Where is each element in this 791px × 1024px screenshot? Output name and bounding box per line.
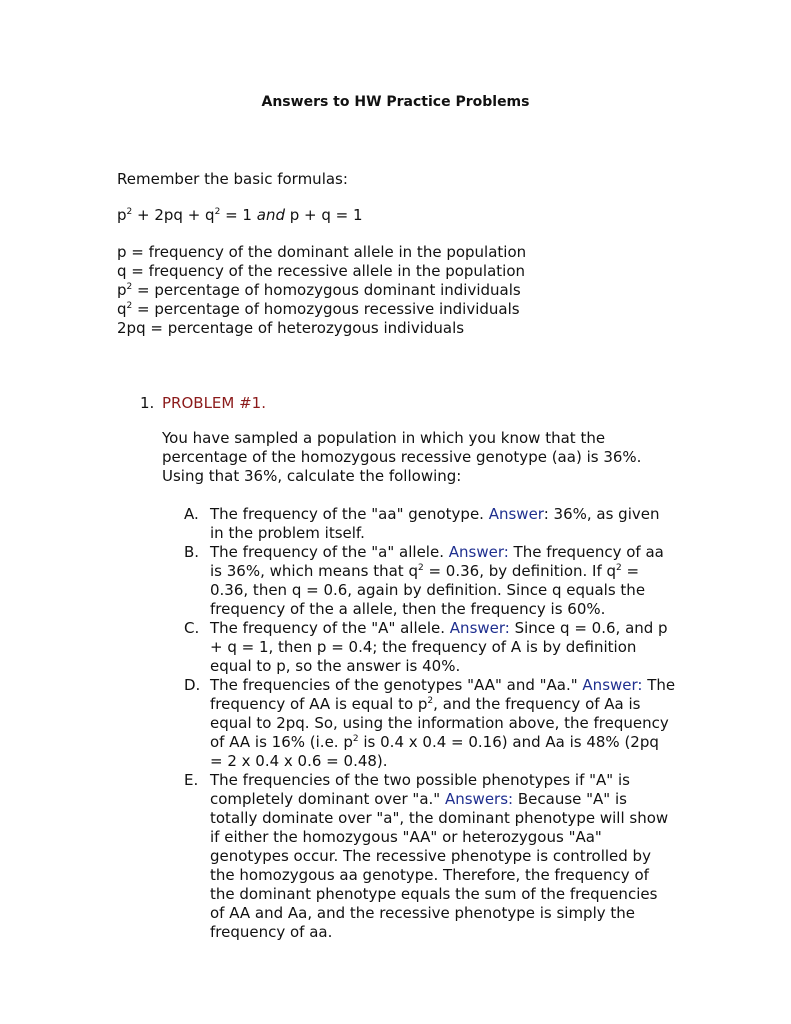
answer-list <box>184 505 676 942</box>
definition-q-squared: $q^2$ = percentage of homozygous recessive individuals <box>117 300 520 318</box>
answer-label: Answer: <box>449 619 510 637</box>
answer-label: Answer <box>488 505 544 523</box>
list-item-c: C. The frequency of the "A" allele. Answer: Since q = 0.6, and p + q = 1, then p = 0.4; the frequency of A is by definition equal to p, so the answer is 40%. <box>184 619 668 675</box>
problem-intro: You have sampled a population in which you know that the percentage of the homozygous recessive genotype (aa) is 36%. Using that 36%, calculate the following: <box>162 429 642 485</box>
answer-label: Answer: <box>582 676 643 694</box>
answer-label: Answer: <box>448 543 509 561</box>
definition-q: q = frequency of the recessive allele in the population <box>117 262 526 280</box>
answer-label: Answers: <box>444 790 514 808</box>
list-item-d: D. The frequencies of the genotypes "AA" and "Aa." Answer: The frequency of AA is equal to $p^2$, and the frequency of Aa is equal to 2pq. So, using the information above, the frequency of AA is 16% (i.e. $p^2$ is 0.4 x 0.4 = 0.16) and Aa is 48% (2pq = 2 x 0.4 x 0.6 = 0.48). <box>184 676 676 770</box>
list-item-e: E. The frequencies of the two possible phenotypes if "A" is completely dominant over "a." Answers: Because "A" is totally dominate over "a", the dominant phenotype will show if either the homozygous "AA" or heterozygous "Aa" genotypes occur. The recessive phenotype is controlled by the homozygous aa genotype. Therefore, the frequency of the dominant phenotype equals the sum of the frequencies of AA and Aa, and the recessive phenotype is simply the frequency of aa. <box>184 771 669 941</box>
definition-p-squared: $p^2$ = percentage of homozygous dominant individuals <box>117 281 521 299</box>
hardy-weinberg-equation: $p^2 + 2pq + q^2 = 1$ and p + q = 1 <box>117 206 363 224</box>
problem-number: 1. <box>140 394 155 412</box>
formulas-intro: Remember the basic formulas: <box>117 170 348 188</box>
list-item-a: A. The frequency of the "aa" genotype. Answer: 36%, as given in the problem itself. <box>184 505 660 542</box>
document-title: Answers to HW Practice Problems <box>261 94 530 110</box>
problem-title: PROBLEM #1. <box>162 394 266 412</box>
definition-p: p = frequency of the dominant allele in the population <box>117 243 527 261</box>
definition-2pq: 2pq = percentage of heterozygous individuals <box>117 319 465 337</box>
list-item-b: B. The frequency of the "a" allele. Answer: The frequency of aa is 36%, which means that $q^2 = 0.36$, by definition. If $q^2 = 0.36$, then q = 0.6, again by definition. Since q equals the frequency of the a allele, then the frequency is 60%. <box>184 543 664 618</box>
